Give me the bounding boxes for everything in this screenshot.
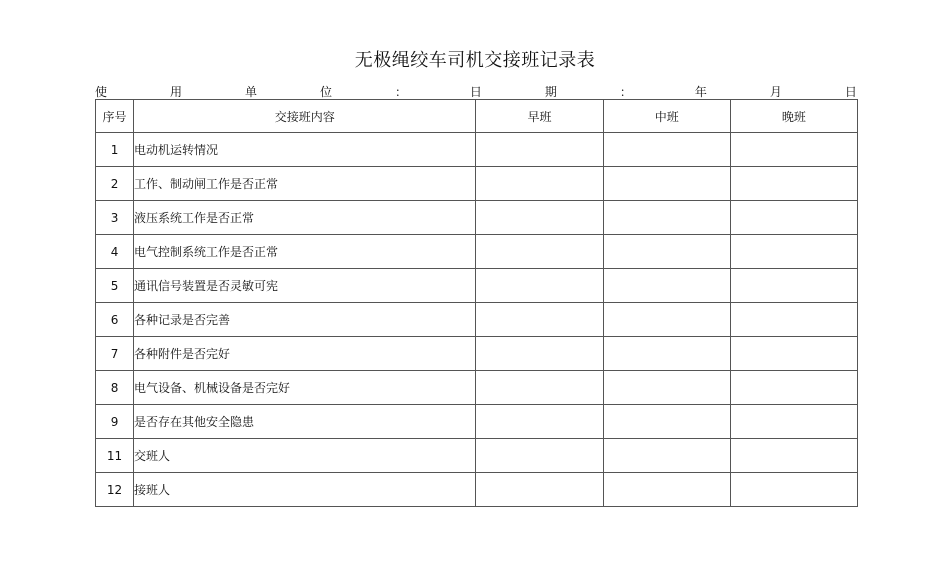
morning-shift-cell[interactable] xyxy=(476,201,603,235)
row-number: 4 xyxy=(96,235,134,269)
night-shift-cell[interactable] xyxy=(730,167,857,201)
night-shift-cell[interactable] xyxy=(730,405,857,439)
info-char: 日 xyxy=(469,85,482,99)
middle-shift-cell[interactable] xyxy=(603,167,730,201)
header-night-shift: 晚班 xyxy=(730,100,857,133)
row-number: 1 xyxy=(96,133,134,167)
morning-shift-cell[interactable] xyxy=(476,167,603,201)
row-number: 3 xyxy=(96,201,134,235)
night-shift-cell[interactable] xyxy=(730,235,857,269)
row-number: 12 xyxy=(96,473,134,507)
row-number: 9 xyxy=(96,405,134,439)
row-content: 电动机运转情况 xyxy=(134,133,476,167)
row-number: 6 xyxy=(96,303,134,337)
middle-shift-cell[interactable] xyxy=(603,133,730,167)
middle-shift-cell[interactable] xyxy=(603,371,730,405)
middle-shift-cell[interactable] xyxy=(603,303,730,337)
info-char: 单 xyxy=(244,85,257,99)
middle-shift-cell[interactable] xyxy=(603,201,730,235)
middle-shift-cell[interactable] xyxy=(603,473,730,507)
middle-shift-cell[interactable] xyxy=(603,405,730,439)
middle-shift-cell[interactable] xyxy=(603,235,730,269)
night-shift-cell[interactable] xyxy=(730,371,857,405)
row-number: 8 xyxy=(96,371,134,405)
table-row xyxy=(96,167,858,201)
info-colon: ： xyxy=(394,85,407,99)
row-content: 接班人 xyxy=(134,473,476,507)
info-year: 年 xyxy=(694,85,707,99)
middle-shift-cell[interactable] xyxy=(603,269,730,303)
handover-record-table xyxy=(95,99,858,507)
table-row xyxy=(96,439,858,473)
table-row xyxy=(96,303,858,337)
unit-date-line xyxy=(95,84,857,100)
morning-shift-cell[interactable] xyxy=(476,303,603,337)
info-char: 期 xyxy=(544,85,557,99)
table-row xyxy=(96,201,858,235)
morning-shift-cell[interactable] xyxy=(476,235,603,269)
row-number: 2 xyxy=(96,167,134,201)
row-content: 电气控制系统工作是否正常 xyxy=(134,235,476,269)
morning-shift-cell[interactable] xyxy=(476,337,603,371)
morning-shift-cell[interactable] xyxy=(476,405,603,439)
table-row xyxy=(96,269,858,303)
row-content: 通讯信号装置是否灵敏可宪 xyxy=(134,269,476,303)
info-day: 日 xyxy=(844,85,857,99)
morning-shift-cell[interactable] xyxy=(476,133,603,167)
night-shift-cell[interactable] xyxy=(730,269,857,303)
night-shift-cell[interactable] xyxy=(730,337,857,371)
row-content: 各种记录是否完善 xyxy=(134,303,476,337)
table-row xyxy=(96,337,858,371)
table-row xyxy=(96,405,858,439)
header-middle-shift: 中班 xyxy=(603,100,730,133)
row-content: 电气设备、机械设备是否完好 xyxy=(134,371,476,405)
night-shift-cell[interactable] xyxy=(730,201,857,235)
row-content: 是否存在其他安全隐患 xyxy=(134,405,476,439)
info-month: 月 xyxy=(769,85,782,99)
row-content: 各种附件是否完好 xyxy=(134,337,476,371)
table-row xyxy=(96,133,858,167)
info-char: 使 xyxy=(95,85,108,99)
document-title: 无极绳绞车司机交接班记录表 xyxy=(354,50,596,71)
night-shift-cell[interactable] xyxy=(730,473,857,507)
night-shift-cell[interactable] xyxy=(730,303,857,337)
morning-shift-cell[interactable] xyxy=(476,269,603,303)
info-colon: ： xyxy=(619,85,632,99)
row-number: 5 xyxy=(96,269,134,303)
middle-shift-cell[interactable] xyxy=(603,439,730,473)
night-shift-cell[interactable] xyxy=(730,439,857,473)
row-number: 11 xyxy=(96,439,134,473)
row-content: 工作、制动闸工作是否正常 xyxy=(134,167,476,201)
table-row xyxy=(96,371,858,405)
header-morning-shift: 早班 xyxy=(476,100,603,133)
header-num: 序号 xyxy=(96,100,134,133)
table-row xyxy=(96,473,858,507)
morning-shift-cell[interactable] xyxy=(476,371,603,405)
info-char: 用 xyxy=(169,85,182,99)
morning-shift-cell[interactable] xyxy=(476,439,603,473)
night-shift-cell[interactable] xyxy=(730,133,857,167)
row-number: 7 xyxy=(96,337,134,371)
table-row xyxy=(96,235,858,269)
table-header-row xyxy=(96,100,858,133)
row-content: 液压系统工作是否正常 xyxy=(134,201,476,235)
row-content: 交班人 xyxy=(134,439,476,473)
header-content: 交接班内容 xyxy=(134,100,476,133)
info-char: 位 xyxy=(319,85,332,99)
middle-shift-cell[interactable] xyxy=(603,337,730,371)
morning-shift-cell[interactable] xyxy=(476,473,603,507)
